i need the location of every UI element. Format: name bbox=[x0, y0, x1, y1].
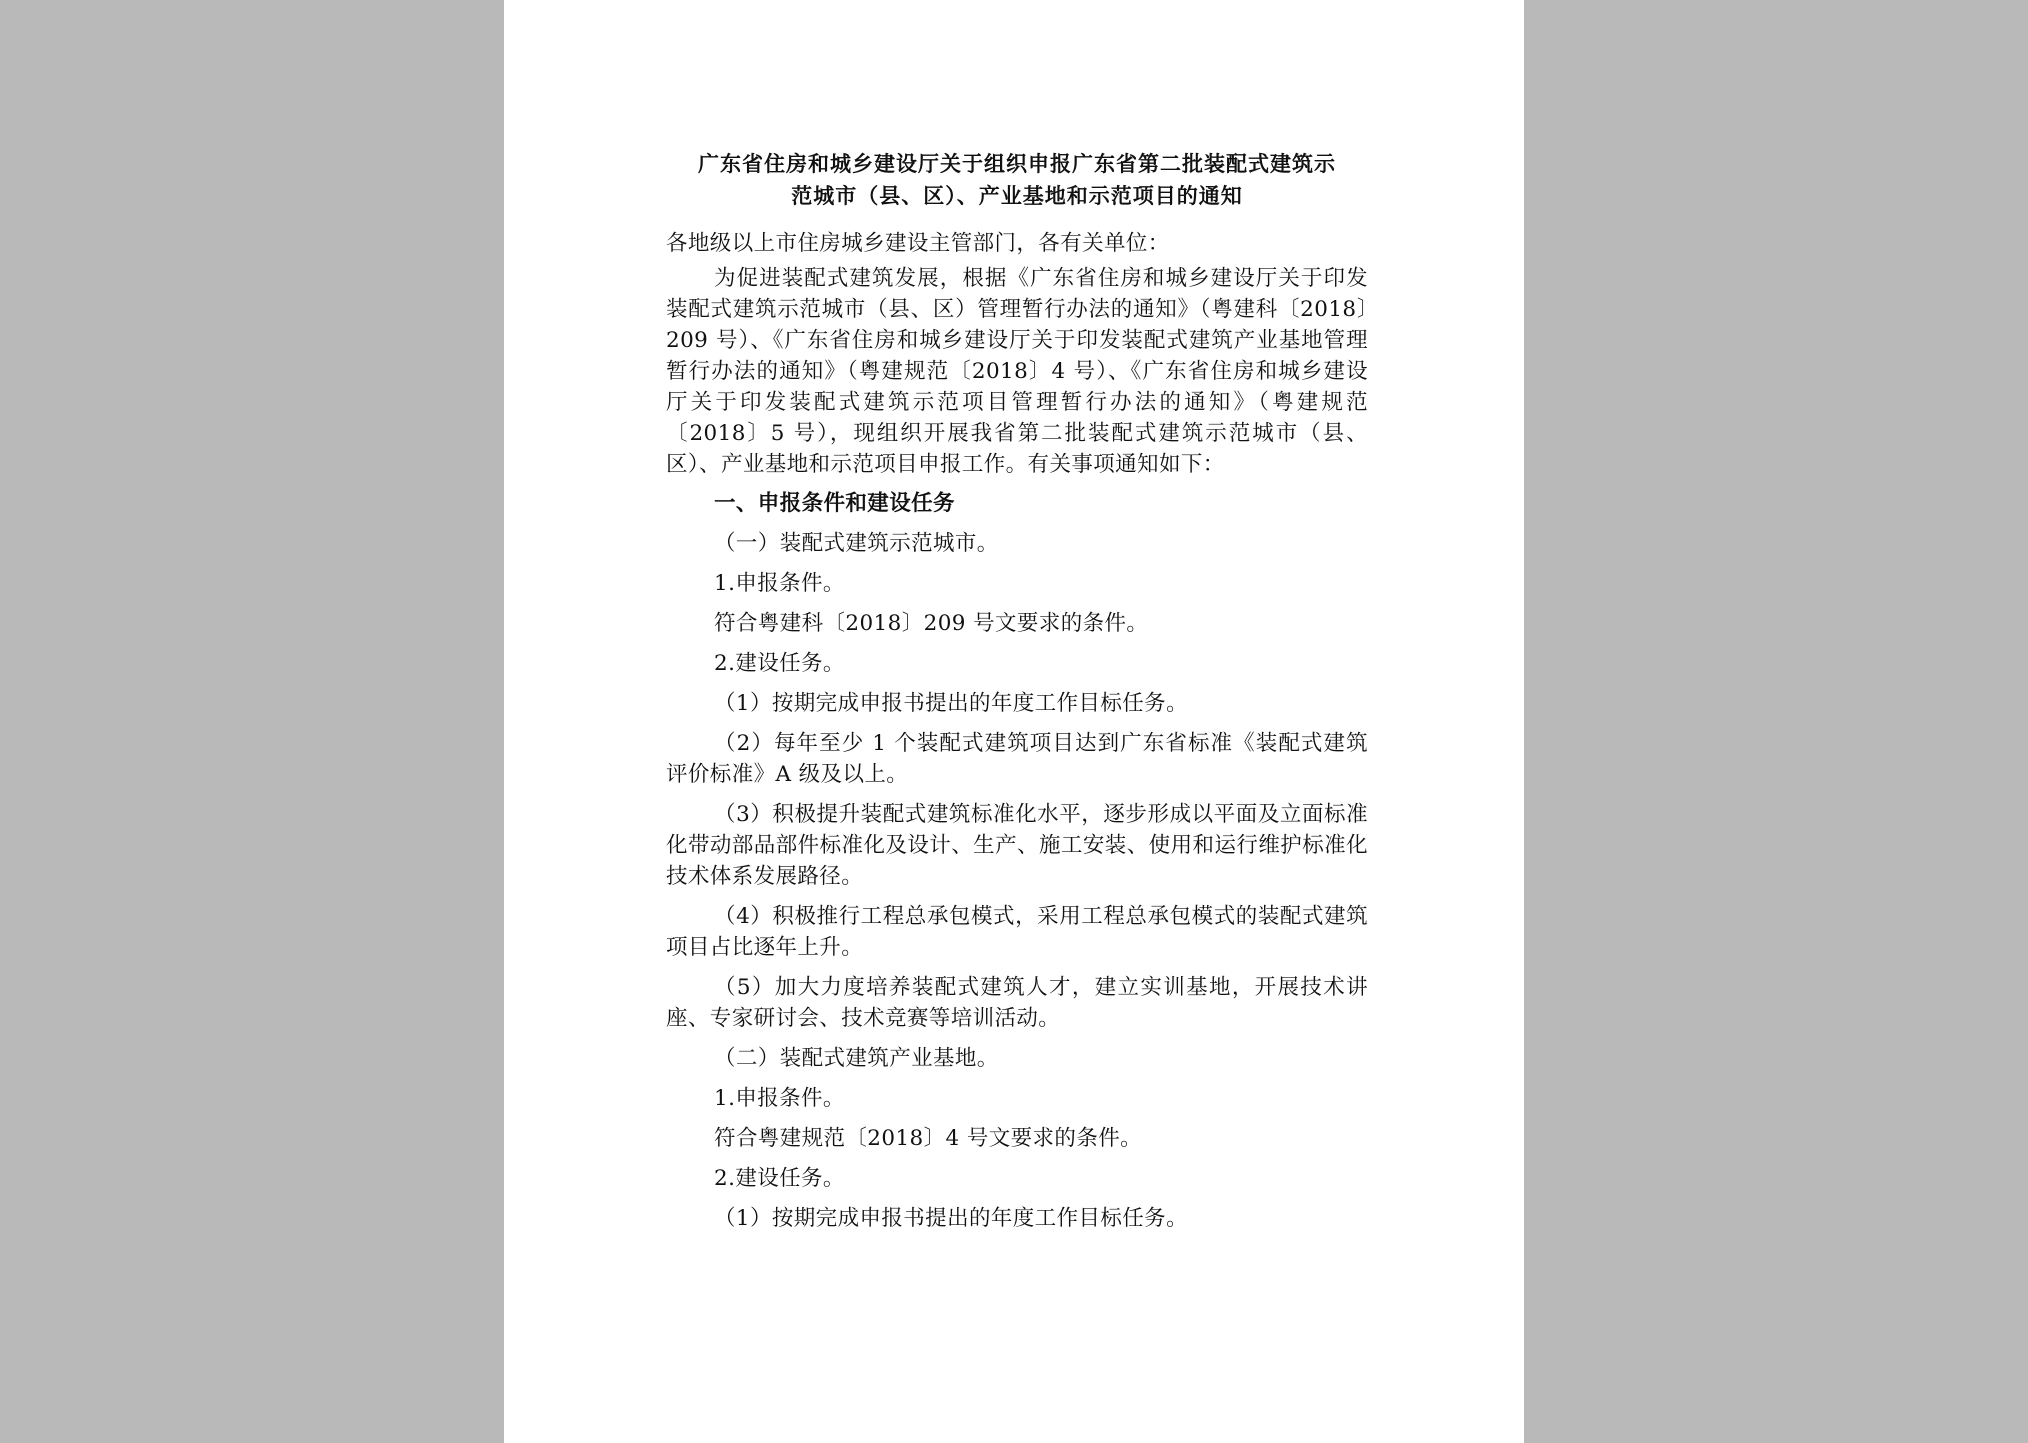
title-line-2: 范城市（县、区）、产业基地和示范项目的通知 bbox=[791, 184, 1243, 208]
list-item: （5）加大力度培养装配式建筑人才，建立实训基地，开展技术讲座、专家研讨会、技术竞赛等培训活动。 bbox=[666, 975, 1368, 1031]
list-item: 1.申报条件。 bbox=[714, 1086, 845, 1111]
list-item: （3）积极提升装配式建筑标准化水平，逐步形成以平面及立面标准化带动部品部件标准化及设计、生产、施工安装、使用和运行维护标准化技术体系发展路径。 bbox=[666, 802, 1368, 889]
title-line-1: 广东省住房和城乡建设厅关于组织申报广东省第二批装配式建筑示 bbox=[698, 152, 1336, 176]
section-heading: 一、申报条件和建设任务 bbox=[714, 491, 955, 516]
page-content bbox=[666, 148, 1368, 1243]
list-item: 1.申报条件。 bbox=[714, 571, 845, 596]
list-item: （2）每年至少 1 个装配式建筑项目达到广东省标准《装配式建筑评价标准》A 级及以上。 bbox=[666, 731, 1368, 787]
list-item: 符合粤建科〔2018〕209 号文要求的条件。 bbox=[714, 611, 1149, 636]
list-item: （1）按期完成申报书提出的年度工作目标任务。 bbox=[714, 691, 1188, 716]
salutation: 各地级以上市住房城乡建设主管部门，各有关单位： bbox=[666, 231, 1170, 256]
document-page bbox=[504, 0, 1524, 1443]
list-item: 2.建设任务。 bbox=[714, 1166, 845, 1191]
subsection-heading: （二）装配式建筑产业基地。 bbox=[714, 1046, 999, 1071]
list-item: （4）积极推行工程总承包模式，采用工程总承包模式的装配式建筑项目占比逐年上升。 bbox=[666, 904, 1368, 960]
intro-paragraph: 为促进装配式建筑发展，根据《广东省住房和城乡建设厅关于印发装配式建筑示范城市（县、区）管理暂行办法的通知》（粤建科〔2018〕209 号）、《广东省住房和城乡建设厅关于印发装配式建筑产业基地管理暂行办法的通知》（粤建规范〔2018〕4 号）、《广东省住房和城乡建设厅关于印发装配式建筑示范项目管理暂行办法的通知》（粤建规范〔2018〕5 号），现组织开展我省第二批装配式建筑示范城市（县、区）、产业基地和示范项目申报工作。有关事项通知如下： bbox=[666, 266, 1368, 477]
list-item: 符合粤建规范〔2018〕4 号文要求的条件。 bbox=[714, 1126, 1143, 1151]
subsection-heading: （一）装配式建筑示范城市。 bbox=[714, 531, 999, 556]
list-item: （1）按期完成申报书提出的年度工作目标任务。 bbox=[714, 1206, 1188, 1231]
document-title bbox=[666, 148, 1368, 212]
list-item: 2.建设任务。 bbox=[714, 651, 845, 676]
